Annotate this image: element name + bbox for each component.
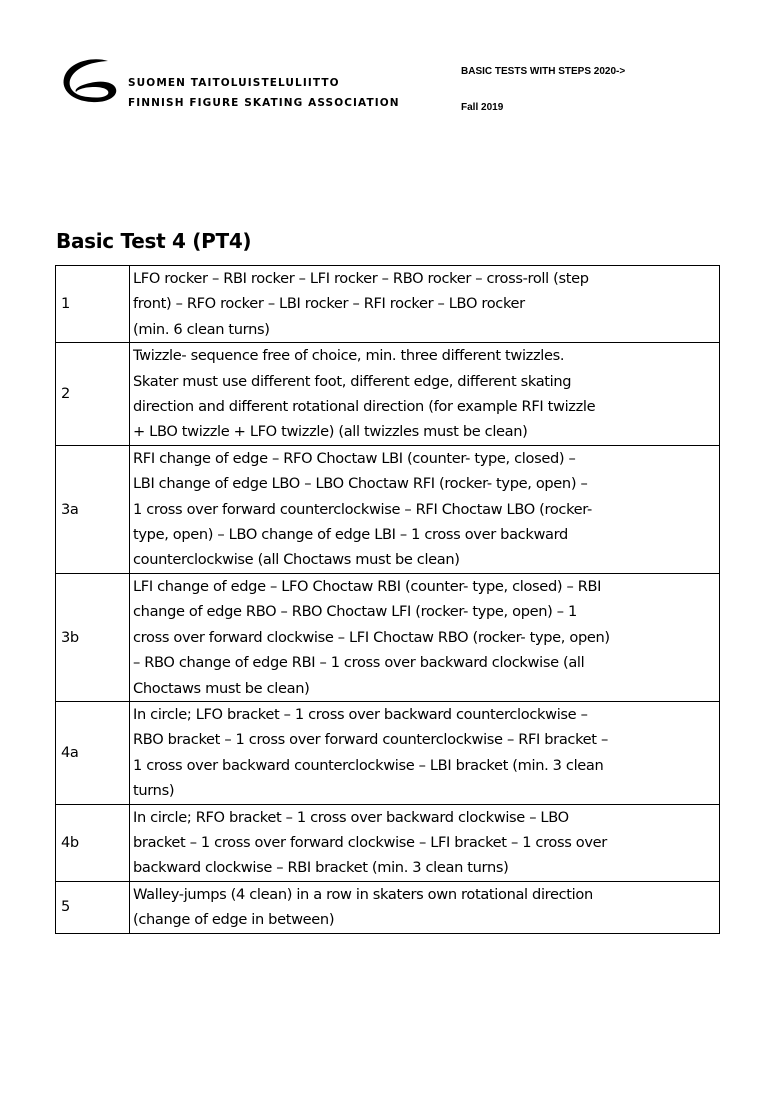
element-number: 3b [56, 573, 130, 701]
table-row [56, 881, 720, 933]
element-description [130, 343, 720, 446]
description-line: RBO bracket – 1 cross over forward counterclockwise – RFI bracket – [133, 731, 608, 749]
description-line: LFI change of edge – LFO Choctaw RBI (counter- type, closed) – RBI [133, 577, 602, 595]
description-line: front) – RFO rocker – LBI rocker – RFI rocker – LBO rocker [133, 295, 525, 313]
association-logo-icon [58, 56, 122, 110]
table-row [56, 266, 720, 343]
description-line: (change of edge in between) [133, 911, 335, 929]
element-description [130, 445, 720, 573]
description-line: LFO rocker – RBI rocker – LFI rocker – RBO rocker – cross-roll (step [133, 270, 589, 287]
organization-name-finnish: SUOMEN TAITOLUISTELULIITTO [128, 77, 340, 89]
description-line: (min. 6 clean turns) [133, 320, 270, 338]
table-row [56, 804, 720, 881]
organization-name [128, 73, 400, 113]
description-line: + LBO twizzle + LFO twizzle) (all twizzles must be clean) [133, 423, 528, 441]
element-number: 3a [56, 445, 130, 573]
description-line: bracket – 1 cross over forward clockwise – LFI bracket – 1 cross over [133, 833, 607, 851]
table-row [56, 701, 720, 804]
document-series: BASIC TESTS WITH STEPS 2020-> [461, 66, 626, 77]
description-line: counterclockwise (all Choctaws must be clean) [133, 551, 460, 569]
table-row [56, 445, 720, 573]
element-description [130, 573, 720, 701]
description-line: 1 cross over backward counterclockwise – LBI bracket (min. 3 clean [133, 756, 604, 774]
description-line: RFI change of edge – RFO Choctaw LBI (counter- type, closed) – [133, 449, 576, 467]
document-date: Fall 2019 [461, 102, 504, 113]
description-line: Twizzle- sequence free of choice, min. three different twizzles. [133, 347, 565, 365]
description-line: change of edge RBO – RBO Choctaw LFI (rocker- type, open) – 1 [133, 603, 577, 621]
description-line: Skater must use different foot, different edge, different skating [133, 372, 572, 390]
description-line: backward clockwise – RBI bracket (min. 3 clean turns) [133, 859, 509, 877]
organization-name-english: FINNISH FIGURE SKATING ASSOCIATION [128, 97, 400, 109]
description-line: In circle; RFO bracket – 1 cross over backward clockwise – LBO [133, 808, 569, 826]
element-number: 4b [56, 804, 130, 881]
table-row [56, 573, 720, 701]
page-title: Basic Test 4 (PT4) [56, 229, 252, 253]
description-line: In circle; LFO bracket – 1 cross over backward counterclockwise – [133, 705, 588, 723]
element-number: 2 [56, 343, 130, 446]
description-line: LBI change of edge LBO – LBO Choctaw RFI (rocker- type, open) – [133, 475, 588, 493]
test-elements-body [56, 266, 720, 934]
test-elements-table [55, 265, 720, 934]
element-number: 5 [56, 881, 130, 933]
description-line: – RBO change of edge RBI – 1 cross over backward clockwise (all [133, 654, 585, 672]
element-number: 1 [56, 266, 130, 343]
element-description [130, 266, 720, 343]
description-line: type, open) – LBO change of edge LBI – 1 cross over backward [133, 526, 568, 544]
description-line: cross over forward clockwise – LFI Choctaw RBO (rocker- type, open) [133, 628, 610, 646]
table-row [56, 343, 720, 446]
description-line: Walley-jumps (4 clean) in a row in skaters own rotational direction [133, 885, 593, 903]
element-description [130, 881, 720, 933]
element-description [130, 804, 720, 881]
description-line: turns) [133, 782, 175, 800]
element-number: 4a [56, 701, 130, 804]
description-line: 1 cross over forward counterclockwise – RFI Choctaw LBO (rocker- [133, 500, 592, 518]
description-line: direction and different rotational direction (for example RFI twizzle [133, 398, 596, 416]
description-line: Choctaws must be clean) [133, 679, 310, 697]
element-description [130, 701, 720, 804]
